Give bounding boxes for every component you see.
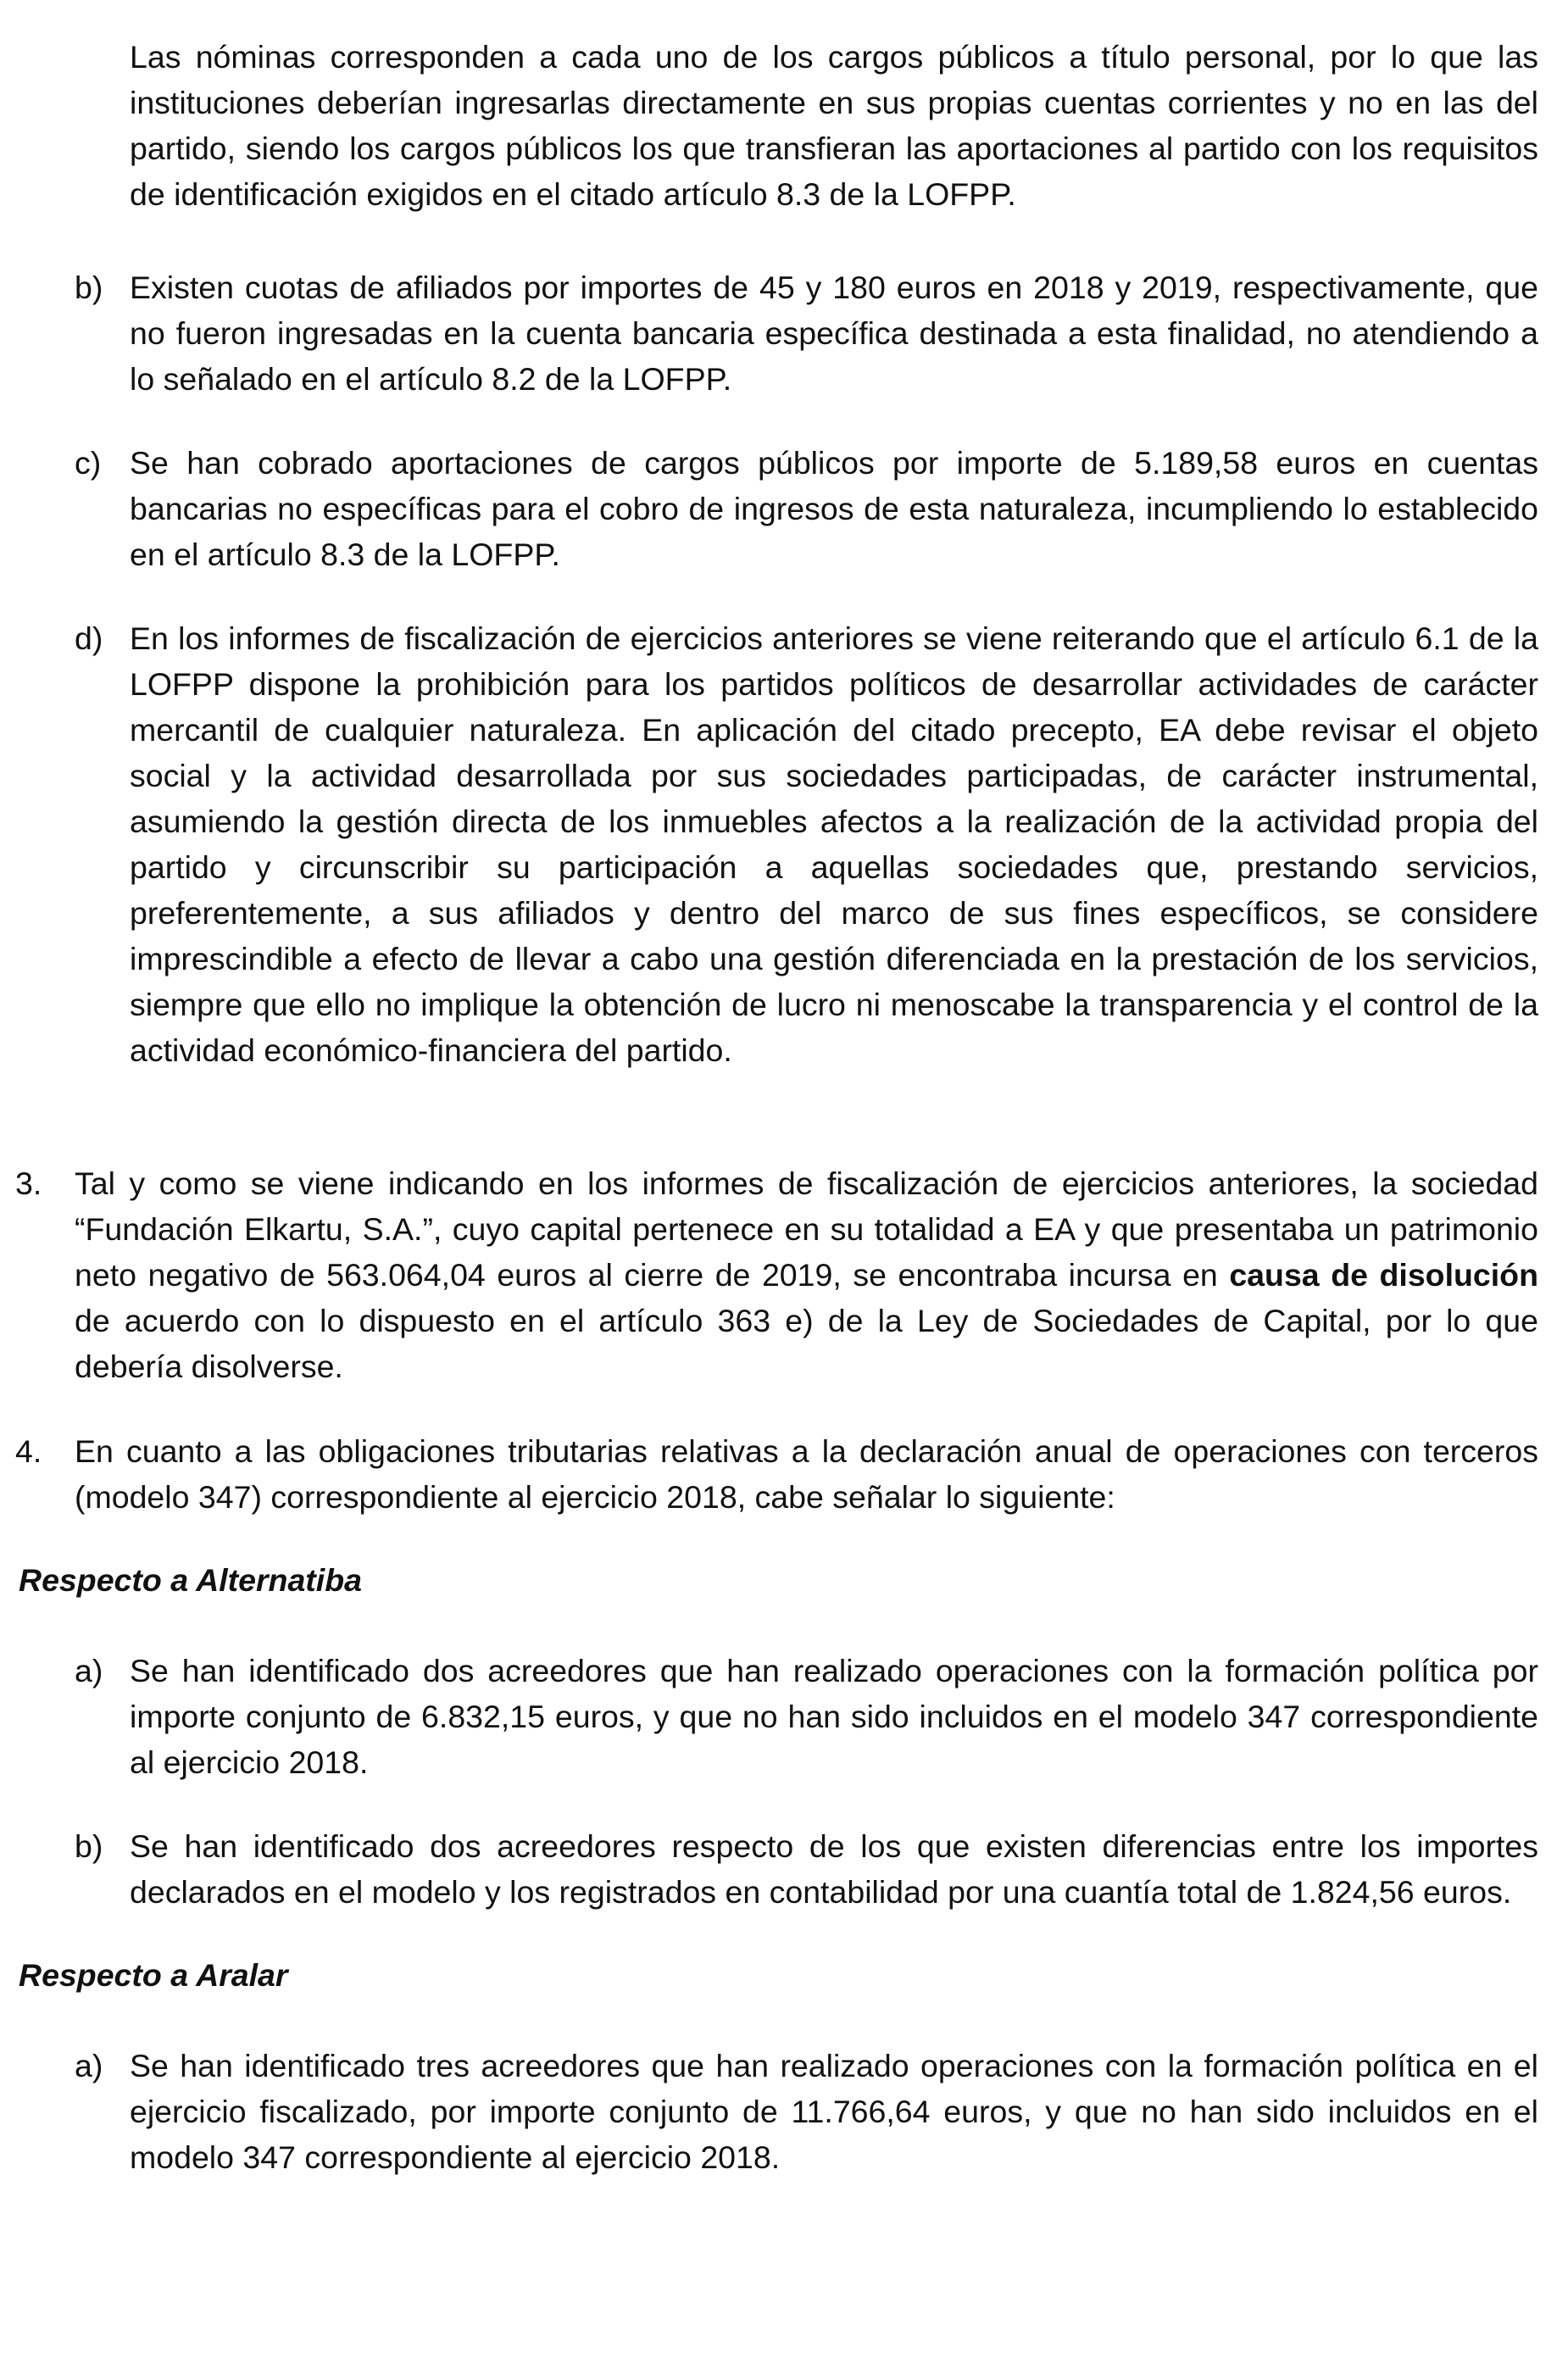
point-label: 3. xyxy=(15,1165,42,1201)
point3-text-after: de acuerdo con lo dispuesto en el artículo 363 e) de la Ley de Sociedades de Capital, por lo que debería disolverse. xyxy=(75,1303,1538,1384)
causa-disolucion-bold: causa de disolución xyxy=(1229,1257,1538,1293)
list-item-text: Se han cobrado aportaciones de cargos públicos por importe de 5.189,58 euros en cuentas bancarias no específicas para el cobro de ingresos de esta naturaleza, incumpliendo lo establecido en el artículo 8.3 de la LOFPP. xyxy=(130,445,1538,572)
list-item-label: a) xyxy=(75,2048,103,2083)
point3-text-before: Tal y como se viene indicando en los informes de fiscalización de ejercicios anteriores, la sociedad “Fundación Elkartu, S.A.”, cuyo capital pertenece en su totalidad a EA y que presentaba un patrimonio neto negativo de 563.064,04 euros al cierre de 2019, se encontraba incursa en xyxy=(75,1165,1538,1293)
point-text xyxy=(75,1160,1538,1389)
heading-alternatiba: Respecto a Alternatiba xyxy=(19,1562,362,1598)
list-item-label: b) xyxy=(75,270,103,305)
intro-paragraph: Las nóminas corresponden a cada uno de los cargos públicos a título personal, por lo que las instituciones deberían ingresarlas directamente en sus propias cuentas corrientes y no en las del partido, siendo los cargos públicos los que transfieran las aportaciones al partido con los requisitos de identificación exigidos en el citado artículo 8.3 de la LOFPP. xyxy=(130,39,1538,212)
list-item-text: Se han identificado dos acreedores respecto de los que existen diferencias entre los importes declarados en el modelo y los registrados en contabilidad por una cuantía total de 1.824,56 euros. xyxy=(130,1828,1538,1910)
list-item-text: Existen cuotas de afiliados por importes de 45 y 180 euros en 2018 y 2019, respectivamente, que no fueron ingresadas en la cuenta bancaria específica destinada a esta finalidad, no atendiendo a lo señalado en el artículo 8.2 de la LOFPP. xyxy=(130,270,1538,397)
list-item-label: a) xyxy=(75,1653,103,1688)
point-text: En cuanto a las obligaciones tributarias relativas a la declaración anual de operaciones con terceros (modelo 347) correspondiente al ejercicio 2018, cabe señalar lo siguiente: xyxy=(75,1433,1538,1515)
list-item-label: d) xyxy=(75,620,103,656)
list-item-label: c) xyxy=(75,445,102,481)
list-item-text: Se han identificado dos acreedores que han realizado operaciones con la formación política por importe conjunto de 6.832,15 euros, y que no han sido incluidos en el modelo 347 correspondiente al ejercicio 2018. xyxy=(130,1653,1538,1780)
heading-aralar: Respecto a Aralar xyxy=(19,1957,288,1993)
list-item-text: Se han identificado tres acreedores que han realizado operaciones con la formación política en el ejercicio fiscalizado, por importe conjunto de 11.766,64 euros, y que no han sido incluidos en el modelo 347 correspondiente al ejercicio 2018. xyxy=(130,2048,1538,2175)
list-item-label: b) xyxy=(75,1828,103,1864)
list-item-text: En los informes de fiscalización de ejercicios anteriores se viene reiterando que el artículo 6.1 de la LOFPP dispone la prohibición para los partidos políticos de desarrollar actividades de carácter mercantil de cualquier naturaleza. En aplicación del citado precepto, EA debe revisar el objeto social y la actividad desarrollada por sus sociedades participadas, de carácter instrumental, asumiendo la gestión directa de los inmuebles afectos a la realización de la actividad propia del partido y circunscribir su participación a aquellas sociedades que, prestando servicios, preferentemente, a sus afiliados y dentro del marco de sus fines específicos, se considere imprescindible a efecto de llevar a cabo una gestión diferenciada en la prestación de los servicios, siempre que ello no implique la obtención de lucro ni menoscabe la transparencia y el control de la actividad económico-financiera del partido. xyxy=(130,620,1538,1068)
point-label: 4. xyxy=(15,1433,42,1469)
